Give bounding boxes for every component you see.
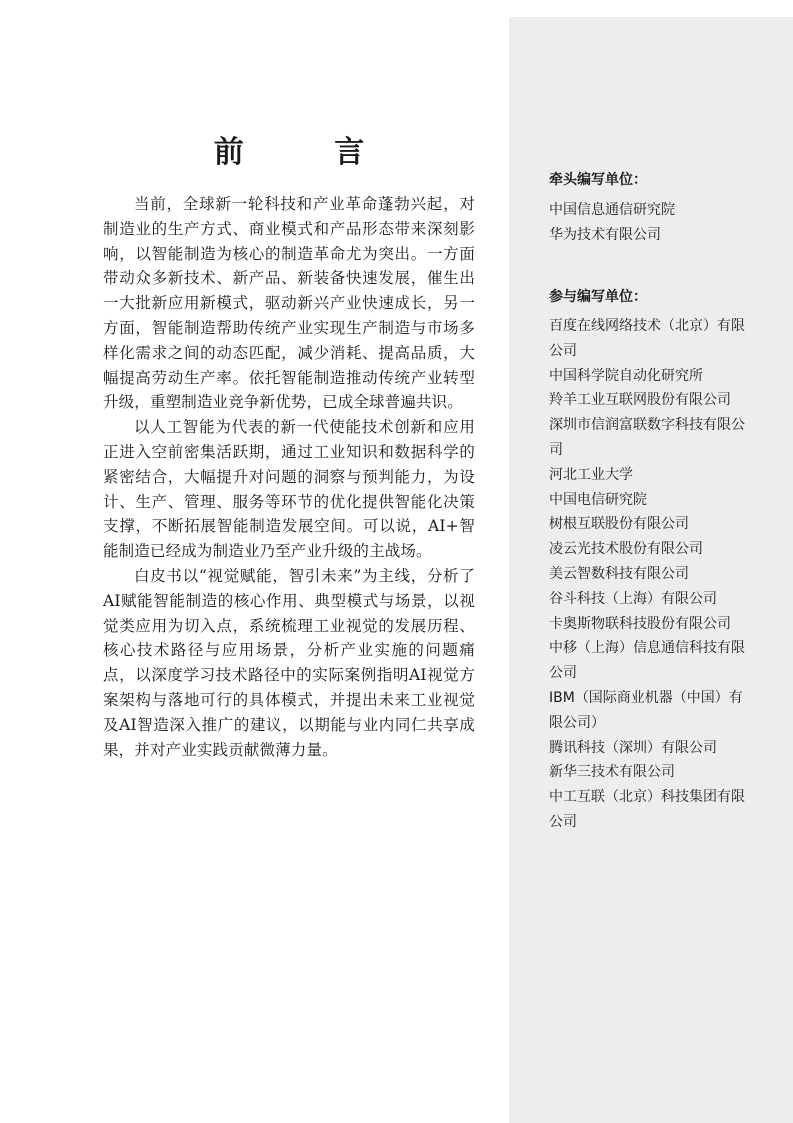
participant-unit-item: 百度在线网络技术（北京）有限公司 bbox=[549, 318, 745, 359]
participant-unit-item: IBM（国际商业机器（中国）有限公司） bbox=[549, 689, 743, 731]
participant-unit-item: 凌云光技术股份有限公司 bbox=[549, 541, 703, 558]
participant-unit-item: 中工互联（北京）科技集团有限公司 bbox=[549, 789, 745, 830]
lead-unit-item: 中国信息通信研究院 bbox=[549, 202, 675, 218]
lead-units-list bbox=[549, 198, 749, 248]
participant-unit-item: 腾讯科技（深圳）有限公司 bbox=[549, 739, 717, 756]
participant-unit-item: 羚羊工业互联网股份有限公司 bbox=[549, 392, 731, 409]
participant-units-list bbox=[549, 314, 749, 835]
participant-unit-item: 中移（上海）信息通信科技有限公司 bbox=[549, 640, 745, 682]
contributors-sidebar bbox=[509, 17, 793, 1123]
participant-unit-item: 卡奥斯物联科技股份有限公司 bbox=[549, 615, 731, 632]
preface-paragraph-2: 以人工智能为代表的新一代使能技术创新和应用正进入空前密集活跃期，通过工业知识和数据科学的紧密结合，大幅提升对问题的洞察与预判能力，为设计、生产、管理、服务等环节的优化提供智能化决策支撑，不断拓展智能制造发展空间。可以说，AI+智能制造已经成为制造业乃至产业升级的主战场。 bbox=[103, 418, 475, 561]
page-title: 前 言 bbox=[213, 135, 405, 170]
participant-unit-item: 谷斗科技（上海）有限公司 bbox=[549, 590, 717, 607]
lead-units-heading: 牵头编写单位： bbox=[549, 172, 647, 188]
preface-body bbox=[103, 192, 475, 762]
preface-column bbox=[103, 0, 475, 1123]
preface-paragraph-1: 当前，全球新一轮科技和产业革命蓬勃兴起，对制造业的生产方式、商业模式和产品形态带来深刻影响，以智能制造为核心的制造革命尤为突出。一方面带动众多新技术、新产品、新装备快速发展，催生出一大批新应用新模式，驱动新兴产业快速成长，另一方面，智能制造帮助传统产业实现生产制造与市场多样化需求之间的动态匹配，减少消耗、提高品质，大幅提高劳动生产率。依托智能制造推动传统产业转型升级，重塑制造业竞争新优势，已成全球普遍共识。 bbox=[103, 195, 475, 412]
participant-unit-item: 深圳市信润富联数字科技有限公司 bbox=[549, 417, 745, 458]
participant-unit-item: 树根互联股份有限公司 bbox=[549, 516, 689, 533]
participant-unit-item: 新华三技术有限公司 bbox=[549, 764, 675, 781]
preface-paragraph-3: 白皮书以“视觉赋能，智引未来”为主线，分析了AI赋能智能制造的核心作用、典型模式与场景，以视觉类应用为切入点，系统梳理工业视觉的发展历程、核心技术路径与应用场景，分析产业实施的问题痛点，以深度学习技术路径中的实际案例指明AI视觉方案架构与落地可行的具体模式，并提出未来工业视觉及AI智造深入推广的建议，以期能与业内同仁共享成果，并对产业实践贡献微薄力量。 bbox=[103, 566, 475, 759]
participant-unit-item: 中国电信研究院 bbox=[549, 491, 647, 508]
participant-unit-item: 河北工业大学 bbox=[549, 466, 633, 483]
participant-unit-item: 美云智数科技有限公司 bbox=[549, 565, 689, 582]
participant-unit-item: 中国科学院自动化研究所 bbox=[549, 367, 703, 384]
lead-unit-item: 华为技术有限公司 bbox=[549, 226, 661, 243]
participant-units-heading: 参与编写单位： bbox=[549, 289, 647, 305]
